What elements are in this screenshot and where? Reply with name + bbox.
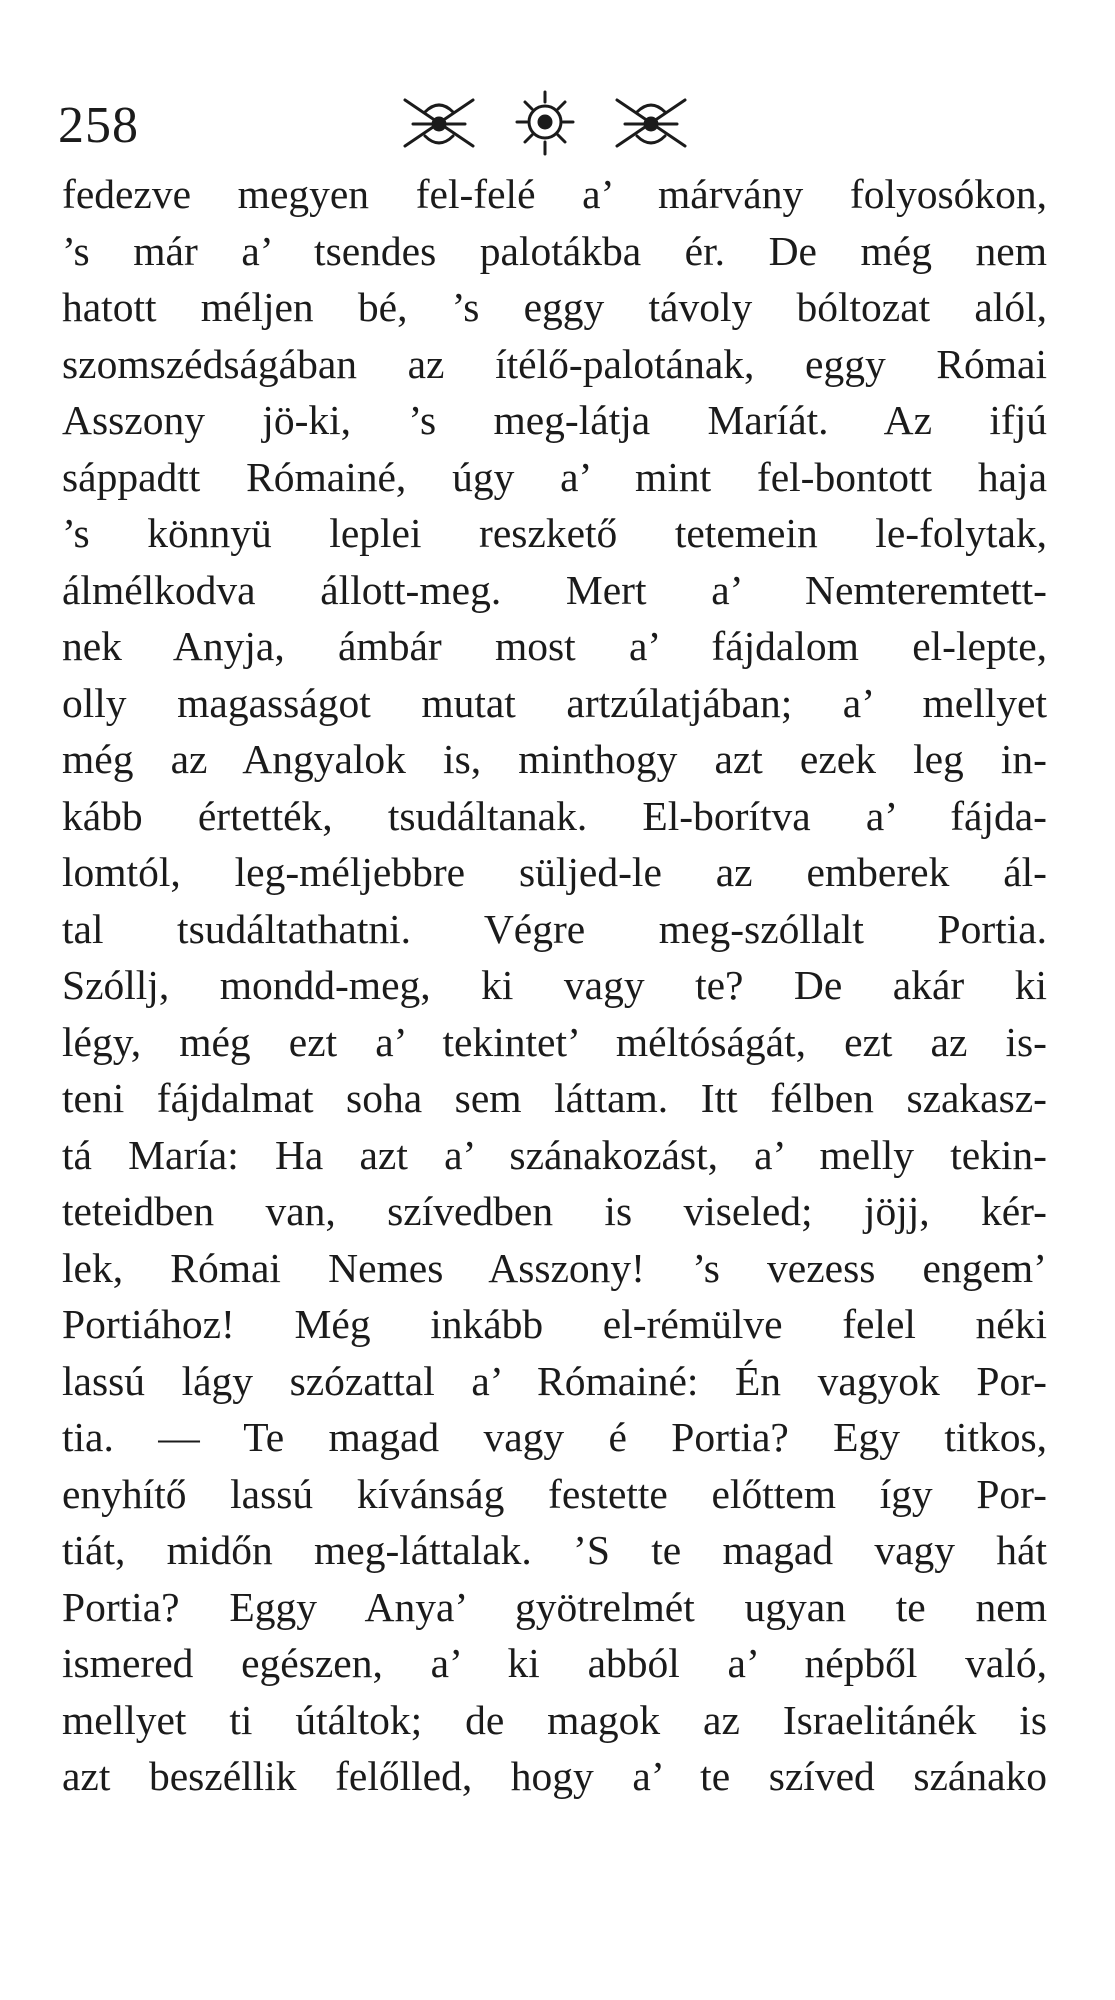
text-line: légy, még ezt a’ tekintet’ méltóságát, ezt az is-: [62, 1018, 1047, 1065]
text-line: tiát, midőn meg-láttalak. ’S te magad vagy hát: [62, 1527, 1047, 1573]
text-line: hatott méljen bé, ’s eggy távoly bóltozat alól,: [62, 284, 1047, 330]
text-line: enyhítő lassú kívánság festette előttem így Por-: [62, 1470, 1047, 1517]
text-line: mellyet ti útáltok; de magok az Israelitánék is: [62, 1696, 1047, 1743]
text-line: Portiához! Még inkább el-rémülve felel néki: [62, 1301, 1047, 1347]
text-line: lassú lágy szózattal a’ Rómainé: Én vagyok Por-: [62, 1357, 1047, 1404]
text-line: még az Angyalok is, minthogy azt ezek leg in-: [62, 736, 1047, 782]
text-line: kább értették, tsudáltanak. El-borítva a’ fájda-: [62, 792, 1047, 839]
text-line: lek, Római Nemes Asszony! ’s vezess engem’: [62, 1244, 1047, 1291]
text-line: szomszédságában az ítélő-palotának, eggy Római: [62, 340, 1047, 387]
text-line: Szóllj, mondd-meg, ki vagy te? De akár ki: [62, 962, 1047, 1008]
page-number: 258: [58, 97, 139, 154]
text-line: olly magasságot mutat artzúlatjában; a’ mellyet: [62, 679, 1047, 726]
text-line: álmélkodva állott-meg. Mert a’ Nemteremtett-: [62, 566, 1047, 613]
text-line: azt beszéllik felőlled, hogy a’ te szíved szánako: [62, 1753, 1047, 1799]
text-line: tal tsudáltathatni. Végre meg-szóllalt Portia.: [62, 905, 1047, 952]
text-line: teni fájdalmat soha sem láttam. Itt félben szakasz-: [62, 1075, 1047, 1121]
text-line: Portia? Eggy Anya’ gyötrelmét ugyan te nem: [62, 1583, 1047, 1630]
text-line: Asszony jö-ki, ’s meg-látja Maríát. Az ifjú: [62, 397, 1047, 443]
text-line: ’s már a’ tsendes palotákba ér. De még nem: [62, 227, 1047, 274]
text-line: fedezve megyen fel-felé a’ márvány folyosókon,: [62, 171, 1047, 217]
text-line: lomtól, leg-méljebbre süljed-le az emberek ál-: [62, 849, 1047, 895]
text-line: tia. — Te magad vagy é Portia? Egy titkos,: [62, 1414, 1047, 1460]
body-text: [62, 166, 1047, 1805]
text-line: tá María: Ha azt a’ szánakozást, a’ melly tekin-: [62, 1131, 1047, 1178]
fleuron-ornament-icon: [395, 88, 695, 158]
text-line: ’s könnyü leplei reszkető tetemein le-folytak,: [62, 510, 1047, 556]
text-line: teteidben van, szívedben is viseled; jöjj, kér-: [62, 1188, 1047, 1234]
text-line: ismered egészen, a’ ki abból a’ népből való,: [62, 1640, 1047, 1686]
text-line: sáppadtt Rómainé, úgy a’ mint fel-bontott haja: [62, 453, 1047, 500]
text-line: nek Anyja, ámbár most a’ fájdalom el-lepte,: [62, 623, 1047, 669]
